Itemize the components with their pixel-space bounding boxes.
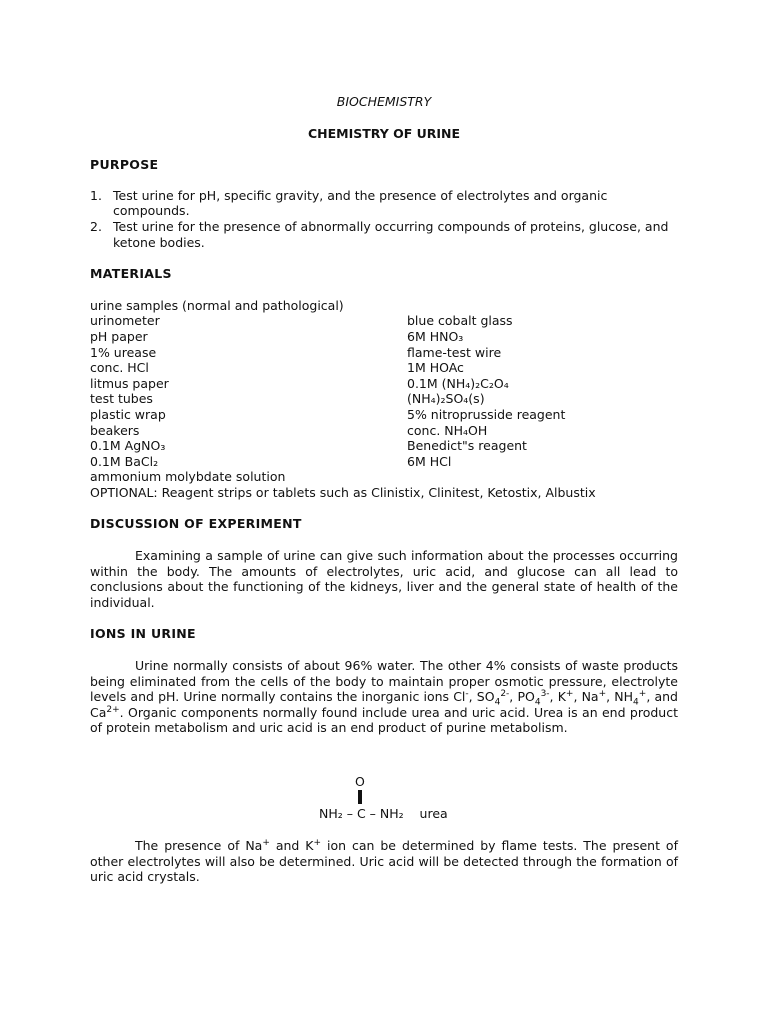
- ions-paragraph: Urine normally consists of about 96% water. The other 4% consists of waste products being eliminated from the cells of the body to maintain proper osmotic pressure, electrolyte levels and pH. Urine normally contains the inorganic ions Cl-, $SO_4^{2-}$, $PO_4^{3-}$, K+, Na+, $NH_4^+$, and $Ca^{2+}$. Organic components normally found include urea and uric acid. Urea is an end product of protein metabolism and uric acid is an end product of purine metabolism.: [90, 658, 678, 736]
- flame-text-a: The presence of Na: [135, 838, 263, 853]
- materials-row: [90, 376, 678, 392]
- materials-row: [90, 313, 678, 329]
- materials-row: [90, 329, 678, 345]
- material-right: 6M HNO₃: [407, 328, 464, 344]
- material-left: test tubes: [90, 391, 153, 407]
- purpose-item: [90, 219, 678, 250]
- material-right: Benedict"s reagent: [407, 438, 527, 454]
- material-right: 0.1M (NH₄)₂C₂O₄: [407, 375, 509, 391]
- purpose-item: [90, 188, 678, 219]
- purpose-item-text: Test urine for the presence of abnormally occurring compounds of proteins, glucose, and ketone bodies.: [113, 218, 669, 250]
- material-right: 6M HCl: [407, 453, 452, 469]
- material-left: pH paper: [90, 328, 148, 344]
- materials-row: [90, 360, 678, 376]
- formula-double-bond: [358, 790, 362, 804]
- flame-test-paragraph: The presence of Na+ and K+ ion can be determined by flame tests. The present of other electrolytes will also be determined. Uric acid will be detected through the formation of uric acid crystals.: [90, 837, 678, 885]
- materials-row: [90, 407, 678, 423]
- materials-optional-line: OPTIONAL: Reagent strips or tablets such as Clinistix, Clinitest, Ketostix, Albustix: [90, 484, 596, 500]
- purpose-item-number: 1.: [90, 187, 102, 203]
- material-right: 1M HOAc: [407, 360, 464, 376]
- material-left: 1% urease: [90, 344, 157, 360]
- materials-row: [90, 454, 678, 470]
- material-left: plastic wrap: [90, 406, 166, 422]
- material-left: litmus paper: [90, 375, 169, 391]
- document-page: [90, 94, 678, 885]
- material-left: 0.1M AgNO₃: [90, 438, 166, 454]
- materials-row: [90, 438, 678, 454]
- flame-text-c: ion can be determined by flame tests. The present of other electrolytes will also be determined. Uric acid will be detected through the formation of uric acid crystals.: [90, 838, 678, 885]
- subject-heading: BIOCHEMISTRY: [336, 94, 432, 109]
- materials-heading: MATERIALS: [90, 266, 172, 282]
- purpose-item-number: 2.: [90, 218, 102, 234]
- material-right: 5% nitroprusside reagent: [407, 406, 566, 422]
- formula-oxygen: O: [355, 774, 365, 789]
- urea-structural-formula: [90, 770, 678, 822]
- formula-line: NH₂ – C – NH₂ urea: [319, 806, 448, 821]
- material-right: flame-test wire: [407, 344, 502, 360]
- document-title: CHEMISTRY OF URINE: [307, 125, 461, 141]
- material-left: 0.1M BaCl₂: [90, 453, 159, 469]
- material-right: blue cobalt glass: [407, 313, 513, 329]
- discussion-heading: DISCUSSION OF EXPERIMENT: [90, 516, 302, 532]
- materials-last-line: ammonium molybdate solution: [90, 469, 286, 485]
- materials-row: [90, 345, 678, 361]
- material-right: (NH₄)₂SO₄(s): [407, 391, 485, 407]
- ions-heading: IONS IN URINE: [90, 626, 196, 642]
- ions-paragraph-text-b: Organic components normally found include urea and uric acid. Urea is an end product of protein metabolism and uric acid is an end product of purine metabolism.: [90, 704, 678, 736]
- materials-row: [90, 391, 678, 407]
- flame-text-b: and K: [269, 838, 314, 853]
- material-left: urinometer: [90, 313, 160, 329]
- materials-row: [90, 423, 678, 439]
- discussion-paragraph: Examining a sample of urine can give such information about the processes occurring within the body. The amounts of electrolytes, uric acid, and glucose can all lead to conclusions about the functioning of the kidneys, liver and the general state of health of the individual.: [90, 548, 678, 610]
- ions-paragraph-text-a: Urine normally consists of about 96% water. The other 4% consists of waste products being eliminated from the cells of the body to maintain proper osmotic pressure, electrolyte levels and pH. Urine normally contains the inorganic ions Cl: [90, 658, 678, 705]
- material-left: conc. HCl: [90, 360, 149, 376]
- materials-list: [90, 298, 678, 501]
- purpose-list: [90, 188, 678, 250]
- purpose-heading: PURPOSE: [90, 157, 159, 173]
- material-left: beakers: [90, 422, 140, 438]
- materials-first-line: urine samples (normal and pathological): [90, 297, 344, 313]
- material-right: conc. NH₄OH: [407, 422, 488, 438]
- purpose-item-text: Test urine for pH, specific gravity, and the presence of electrolytes and organic compounds.: [113, 187, 608, 219]
